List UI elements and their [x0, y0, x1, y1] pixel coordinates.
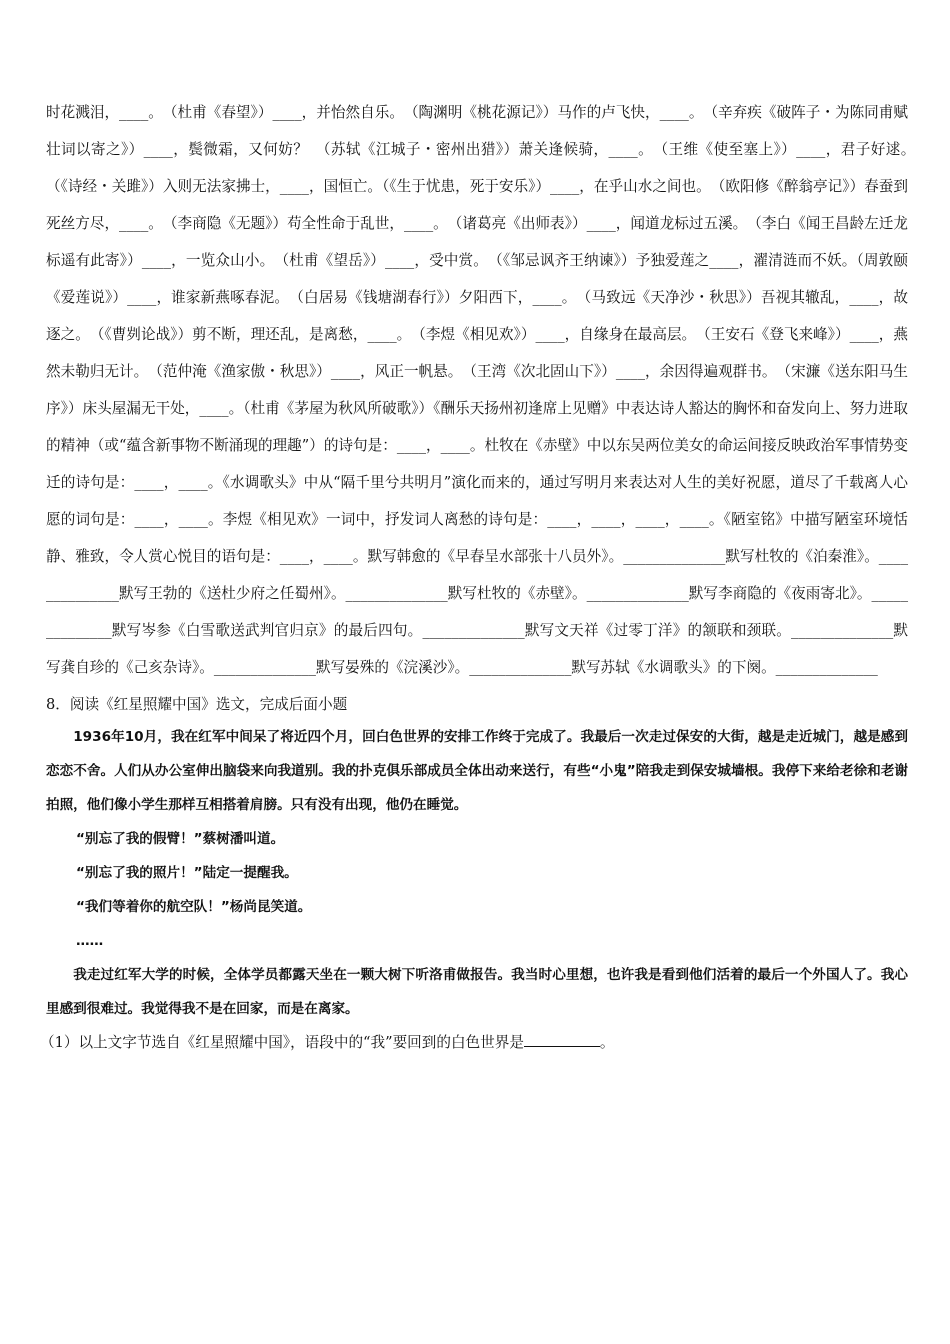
answer-blank[interactable]	[524, 1032, 600, 1047]
sub-question-1-end: 。	[599, 1034, 615, 1051]
question-8-title: 8．阅读《红星照耀中国》选文，完成后面小题	[46, 696, 348, 713]
excerpt-dialog-3: “我们等着你的航空队！”杨尚昆笑道。	[76, 899, 312, 915]
document-page	[40, 94, 923, 1058]
excerpt-dialog-1: “别忘了我的假臂！”蔡树潘叫道。	[76, 831, 285, 847]
excerpt-ellipsis: ……	[76, 933, 104, 949]
sub-question-1	[40, 1028, 908, 1058]
dictation-passage: 时花溅泪，____。 （杜甫《春望》）____，并怡然自乐。 （陶渊明《桃花源记》）马作的卢飞快，____。 （辛弃疾《破阵子・为陈同甫赋壮词以寄之》）____，鬓微霜，又何妨？ （苏轼《江城子・密州出猎》）萧关逢候骑，____。 （王维《使至塞上》）____，君子好逑。 （《诗经・关雎》）入则无法家拂士，____，国恒亡。（《生于忧患，死于安乐》）____，在乎山水之间也。 （欧阳修《醉翁亭记》）春蚕到死丝方尽，____。 （李商隐《无题》）苟全性命于乱世，____。 （诸葛亮《出师表》）____，闻道龙标过五溪。 （李白《闻王昌龄左迁龙标遥有此寄》）____，一览众山小。 （杜甫《望岳》）____，受中赏。 （《邹忌讽齐王纳谏》）予独爱莲之____，濯清涟而不妖。（周敦颐《爱莲说》）____，谁家新燕啄春泥。 （白居易《钱塘湖春行》）夕阳西下，____。 （马致远《天净沙・秋思》）吾视其辙乱，____，故逐之。 （《曹刿论战》）剪不断，理还乱，是离愁，____。 （李煜《相见欢》）____，自缘身在最高层。 （王安石《登飞来峰》）____，燕然未勒归无计。 （范仲淹《渔家傲・秋思》）____，风正一帆悬。 （王湾《次北固山下》）____，余因得遍观群书。 （宋濂《送东阳马生序》）床头屋漏无干处，____。（杜甫《茅屋为秋风所破歌》）《酬乐天扬州初逢席上见赠》中表达诗人豁达的胸怀和奋发向上、努力进取的精神（或“蕴含新事物不断涌现的理趣”）的诗句是：____，____。杜牧在《赤壁》中以东吴两位美女的命运间接反映政治军事情势变迁的诗句是：____，____。《水调歌头》中从“隔千里兮共明月”演化而来的，通过写明月来表达对人生的美好祝愿，道尽了千载离人心愿的词句是：____，____。李煜《相见欢》一词中，抒发词人离愁的诗句是：____，____，____，____。《陋室铭》中描写陋室环境恬静、雅致，令人赏心悦目的语句是：____，____。默写韩愈的《早春呈水部张十八员外》。______________默写杜牧的《泊秦淮》。______________默写王勃的《送杜少府之任蜀州》。______________默写杜牧的《赤壁》。______________默写李商隐的《夜雨寄北》。______________默写岑参《白雪歌送武判官归京》的最后四句。______________默写文天祥《过零丁洋》的颔联和颈联。______________默写龚自珍的《己亥杂诗》。______________默写晏殊的《浣溪沙》。______________默写苏轼《水调歌头》的下阕。______________	[46, 104, 923, 676]
excerpt-dialog-2: “别忘了我的照片！”陆定一提醒我。	[76, 865, 298, 881]
excerpt-paragraph-2: 我走过红军大学的时候，全体学员都露天坐在一颗大树下听洛甫做报告。我当时心里想，也许我是看到他们活着的最后一个外国人了。我心里感到很难过。我觉得我不是在回家，而是在离家。	[46, 967, 908, 1017]
excerpt-paragraph-1: 1936年10月，我在红军中间呆了将近四个月，回白色世界的安排工作终于完成了。我最后一次走过保安的大街，越是走近城门，越是感到恋恋不舍。人们从办公室伸出脑袋来向我道别。我的扑克俱乐部成员全体出动来送行，有些“小鬼”陪我走到保安城墙根。我停下来给老徐和老谢拍照，他们像小学生那样互相搭着肩膀。只有没有出现，他仍在睡觉。	[46, 729, 908, 813]
sub-question-1-text: （1）以上文字节选自《红星照耀中国》，语段中的“我”要回到的白色世界是	[40, 1034, 524, 1051]
